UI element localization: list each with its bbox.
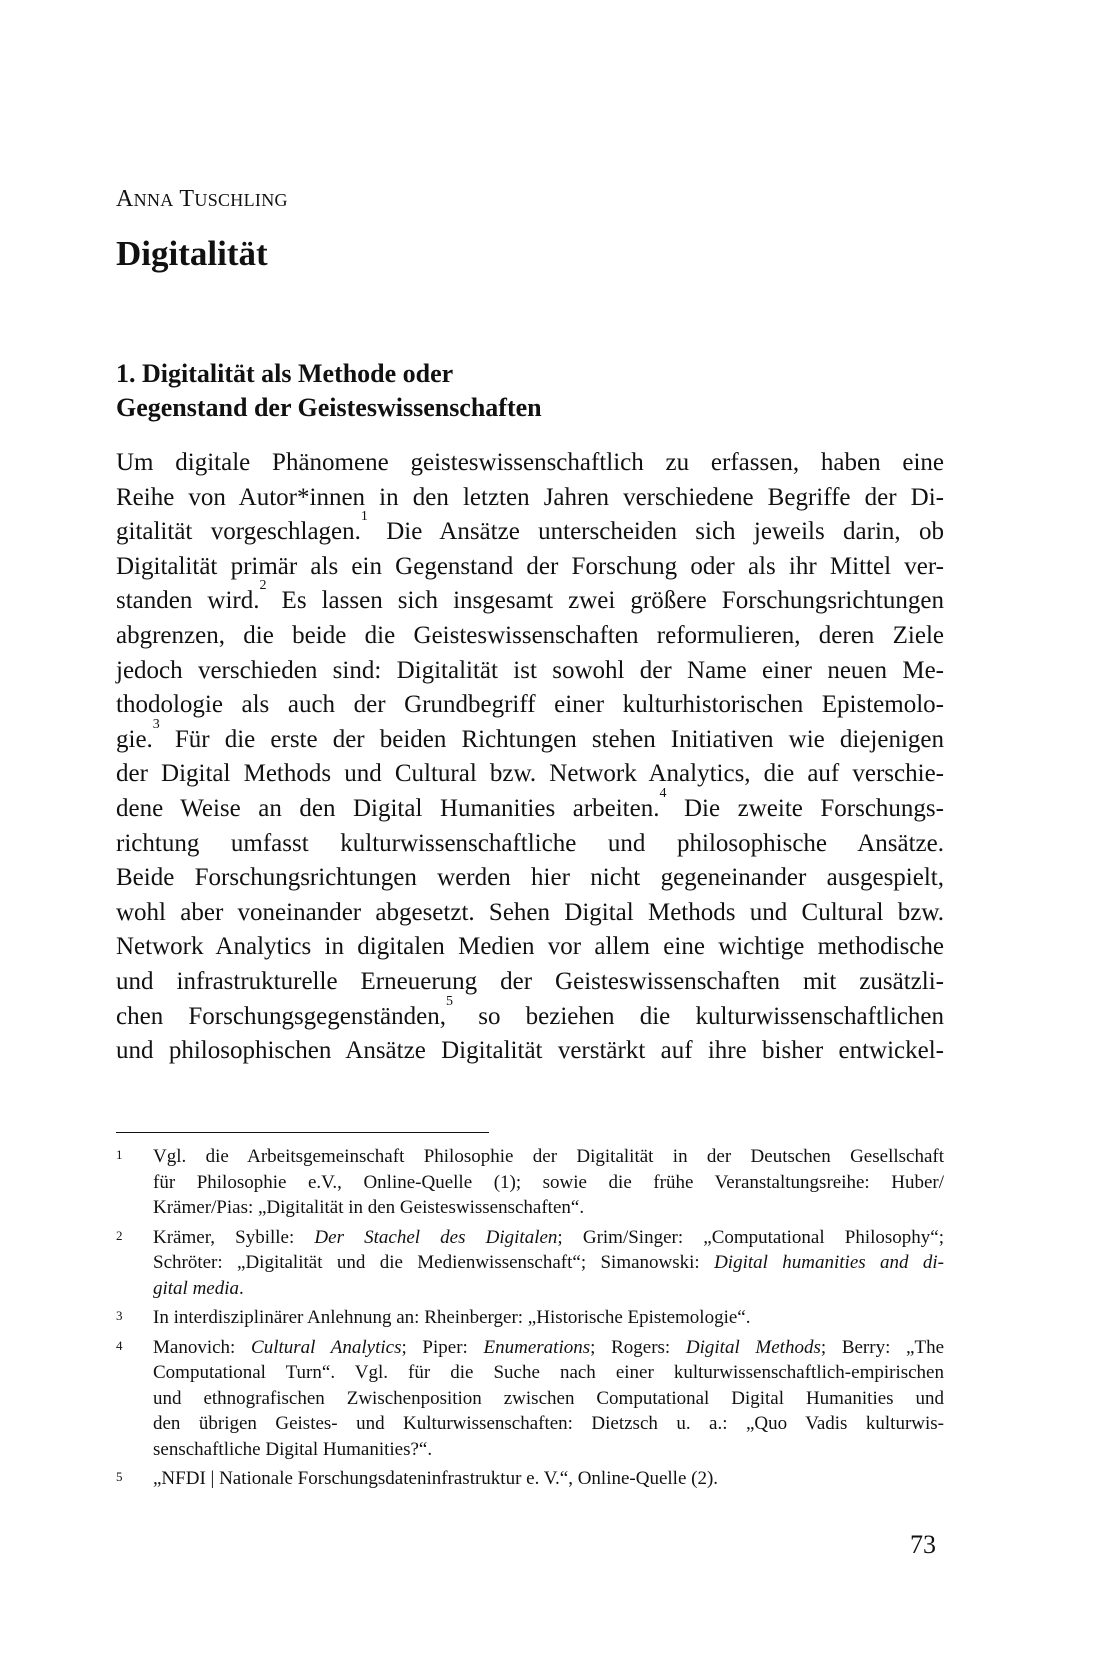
footnote-book-title: Digital Methods: [685, 1336, 821, 1358]
footnote-line: Computational Turn“. Vgl. für die Suche nach einer kulturwissenschaftlich-empirischen: [153, 1362, 944, 1383]
body-line: Network Analytics in digitalen Medien vor allem eine wichtige methodische: [116, 933, 944, 961]
body-text-segment: gitalität vorgeschlagen.: [116, 518, 361, 546]
footnote-line: Krämer/Pias: „Digitalität in den Geisteswissenschaften“.: [153, 1197, 585, 1218]
footnote-ref[interactable]: 3: [152, 716, 160, 732]
footnote-1: [116, 1144, 944, 1221]
footnote-line: [153, 1335, 944, 1361]
footnote-number: 5: [116, 1469, 123, 1484]
author-last-rest: USCHLING: [194, 190, 288, 210]
body-line: der Digital Methods und Cultural bzw. Network Analytics, die auf verschie-: [116, 760, 944, 788]
body-line: thodologie als auch der Grundbegriff einer kulturhistorischen Epistemolo-: [116, 691, 944, 719]
body-line: jedoch verschieden sind: Digitalität ist sowohl der Name einer neuen Me-: [116, 656, 944, 684]
footnote-text: ; Piper:: [401, 1336, 484, 1358]
footnote-text: .: [239, 1277, 244, 1299]
section-heading: [116, 357, 946, 425]
footnote-text: ; Grim/Singer: „Computational Philosophy“;: [557, 1226, 944, 1248]
footnote-line: und ethnografischen Zwischenposition zwischen Computational Digital Humanities und: [153, 1387, 944, 1409]
footnotes: [116, 1144, 944, 1496]
footnote-line: senschaftliche Digital Humanities?“.: [153, 1438, 433, 1460]
footnote-book-title: Enumerations: [483, 1336, 591, 1358]
author-last-initial: T: [179, 186, 195, 212]
body-line: [116, 509, 944, 550]
author-name: [116, 186, 288, 213]
chapter-title: Digitalität: [116, 234, 268, 273]
body-line: Beide Forschungsrichtungen werden hier nicht gegeneinander ausgespielt,: [116, 864, 944, 892]
footnote-line: für Philosophie e.V., Online-Quelle (1); sowie die frühe Veranstaltungsreihe: Huber/: [153, 1171, 944, 1193]
footnote-5: [116, 1466, 944, 1492]
footnote-line: [153, 1276, 944, 1302]
body-line: Reihe von Autor*innen in den letzten Jahren verschiedene Begriffe der Di-: [116, 483, 944, 511]
body-text-segment: so beziehen die kulturwissenschaftlichen: [453, 1002, 944, 1030]
footnote-book-title: Digital humanities and di-: [714, 1252, 944, 1273]
footnote-ref[interactable]: 5: [446, 993, 453, 1009]
footnote-ref[interactable]: 2: [259, 578, 267, 594]
footnote-4: [116, 1335, 944, 1463]
footnote-line: [153, 1250, 944, 1276]
footnote-book-title: Der Stachel des Digitalen: [314, 1226, 558, 1248]
footnote-separator: [116, 1132, 489, 1133]
footnote-line: In interdisziplinärer Anlehnung an: Rheinberger: „Historische Epistemologie“.: [153, 1307, 751, 1328]
footnote-3: [116, 1305, 944, 1331]
body-text-segment: Es lassen sich insgesamt zwei größere Forschungsrichtungen: [266, 587, 944, 615]
body-paragraph: [116, 446, 944, 1069]
footnote-line: den übrigen Geistes- und Kulturwissenschaften: Dietzsch u. a.: „Quo Vadis kulturwis-: [153, 1413, 944, 1434]
section-heading-line-1: 1. Digitalität als Methode oder: [116, 359, 454, 388]
body-text-segment: standen wird.: [116, 587, 260, 615]
footnote-2: [116, 1225, 944, 1302]
body-text-segment: dene Weise an den Digital Humanities arbeiten.: [116, 794, 660, 822]
body-line: [116, 785, 944, 827]
body-line: abgrenzen, die beide die Geisteswissenschaften reformulieren, deren Ziele: [116, 621, 944, 649]
footnote-ref[interactable]: 4: [659, 785, 667, 801]
footnote-number: 1: [116, 1147, 123, 1162]
footnote-line: „NFDI | Nationale Forschungsdateninfrastruktur e. V.“, Online-Quelle (2).: [153, 1468, 719, 1489]
footnote-book-title: gital media: [153, 1277, 240, 1299]
body-text-segment: gie.: [116, 725, 153, 753]
body-line: [116, 578, 944, 619]
body-line: wohl aber voneinander abgesetzt. Sehen Digital Methods und Cultural bzw.: [116, 898, 944, 926]
section-heading-line-2: Gegenstand der Geisteswissenschaften: [116, 393, 542, 422]
author-first-rest: NNA: [133, 190, 174, 210]
footnote-number: 2: [116, 1227, 123, 1243]
footnote-text: Manovich:: [153, 1336, 252, 1358]
body-line: richtung umfasst kulturwissenschaftliche und philosophische Ansätze.: [116, 829, 944, 857]
footnote-book-title: Cultural Analytics: [251, 1336, 402, 1358]
footnote-ref[interactable]: 1: [360, 509, 368, 525]
body-line: und philosophischen Ansätze Digitalität verstärkt auf ihre bisher entwickel-: [116, 1037, 944, 1065]
footnote-number: 3: [116, 1308, 123, 1323]
footnote-line: Vgl. die Arbeitsgemeinschaft Philosophie der Digitalität in der Deutschen Gesellschaft: [153, 1146, 944, 1167]
body-text-segment: Die Ansätze unterscheiden sich jeweils darin, ob: [367, 518, 944, 546]
page-number: 73: [910, 1530, 936, 1559]
body-text-segment: chen Forschungsgegenständen,: [116, 1002, 446, 1030]
body-line: [116, 993, 944, 1035]
footnote-line: [153, 1225, 944, 1251]
footnote-text: Krämer, Sybille:: [153, 1226, 315, 1248]
body-line: und infrastrukturelle Erneuerung der Geisteswissenschaften mit zusätzli-: [116, 967, 944, 995]
footnote-text: ; Rogers:: [590, 1336, 686, 1358]
body-line: Digitalität primär als ein Gegenstand der Forschung oder als ihr Mittel ver-: [116, 552, 944, 580]
body-line: [116, 716, 944, 758]
body-text-segment: Für die erste der beiden Richtungen stehen Initiativen wie diejenigen: [159, 725, 944, 753]
body-line: Um digitale Phänomene geisteswissenschaftlich zu erfassen, haben eine: [116, 449, 944, 476]
footnote-number: 4: [116, 1337, 123, 1353]
footnote-text: Schröter: „Digitalität und die Medienwissenschaft“; Simanowski:: [153, 1252, 715, 1273]
author-first-initial: A: [116, 186, 134, 212]
body-text-segment: Die zweite Forschungs-: [666, 794, 944, 822]
footnote-text: ; Berry: „The: [820, 1336, 945, 1358]
